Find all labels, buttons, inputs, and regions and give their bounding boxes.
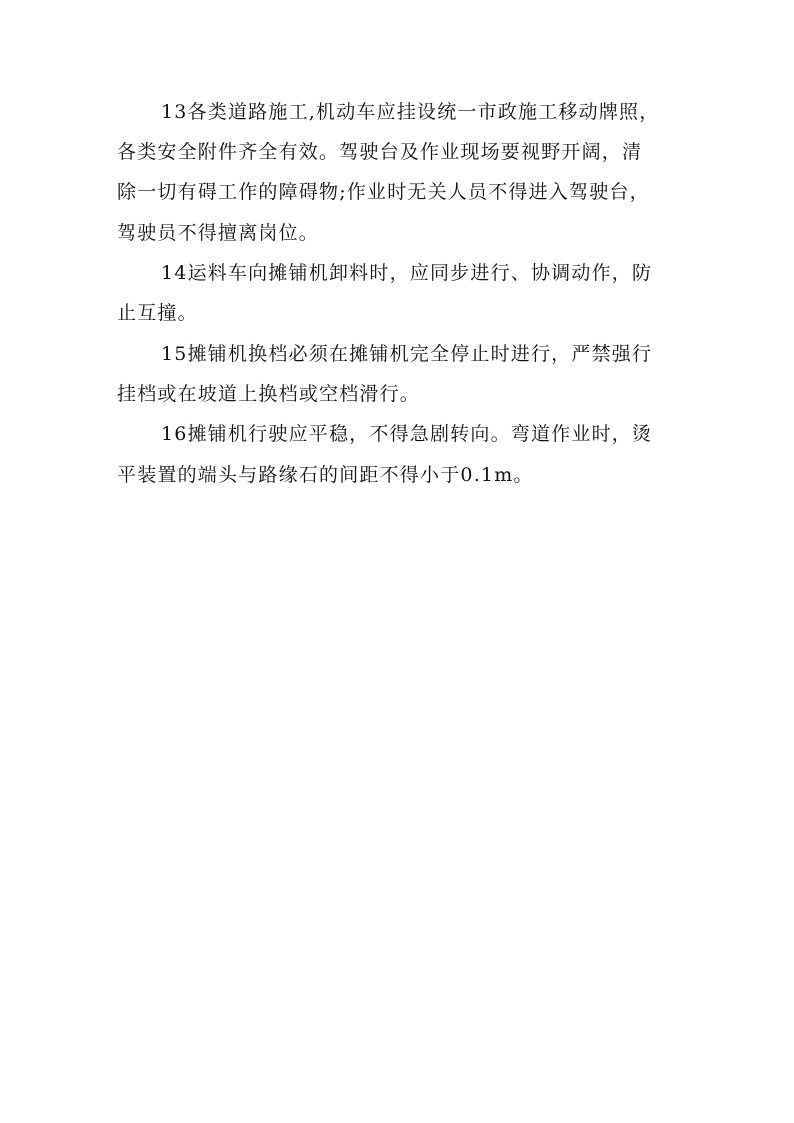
text-line: 各类安全附件齐全有效。驾驶台及作业现场要视野开阔，清 xyxy=(117,141,643,163)
text-line: 挂档或在坡道上换档或空档滑行。 xyxy=(117,383,421,405)
text-line: 驾驶员不得擅离岗位。 xyxy=(117,222,320,244)
text-line: 16摊铺机行驶应平稳，不得急剧转向。弯道作业时，烫 xyxy=(161,423,653,445)
text-line: 15摊铺机换档必须在摊铺机完全停止时进行，严禁强行 xyxy=(161,343,653,365)
text-line: 平装置的端头与路缘石的间距不得小于0.1m。 xyxy=(117,464,534,486)
text-line: 13各类道路施工,机动车应挂设统一市政施工移动牌照， xyxy=(161,101,660,123)
text-line: 14运料车向摊铺机卸料时，应同步进行、协调动作，防 xyxy=(161,262,653,284)
text-line: 止互撞。 xyxy=(117,302,198,324)
text-line: 除一切有碍工作的障碍物;作业时无关人员不得进入驾驶台， xyxy=(117,181,650,203)
